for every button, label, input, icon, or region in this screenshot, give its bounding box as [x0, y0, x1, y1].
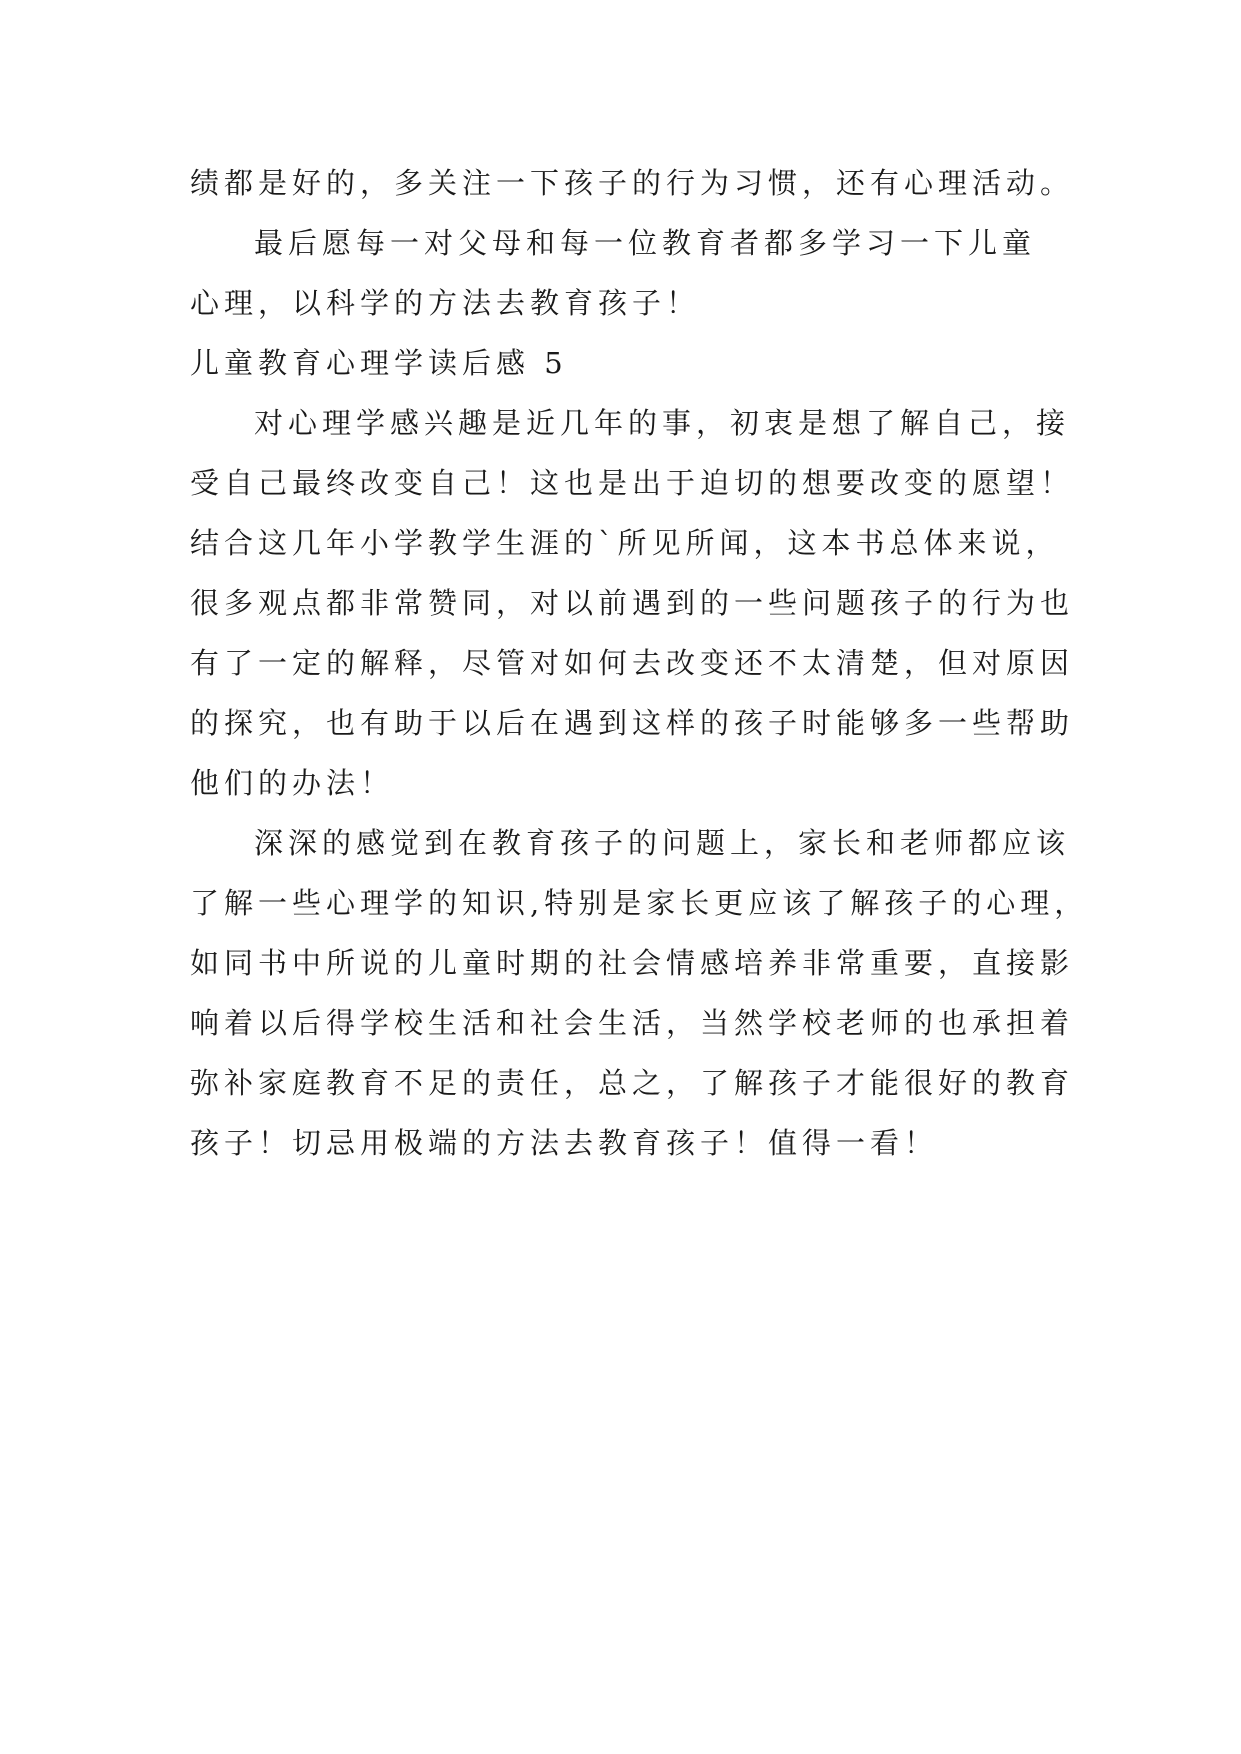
paragraph-line: 弥补家庭教育不足的责任，总之，了解孩子才能很好的教育	[190, 1066, 1075, 1100]
paragraph-line: 深深的感觉到在教育孩子的问题上，家长和老师都应该	[254, 826, 1071, 860]
paragraph-line: 孩子！切忌用极端的方法去教育孩子！值得一看！	[190, 1126, 939, 1160]
paragraph-line: 对心理学感兴趣是近几年的事，初衷是想了解自己，接	[254, 406, 1071, 440]
paragraph-line: 他们的办法！	[190, 766, 395, 800]
paragraph-line: 响着以后得学校生活和社会生活，当然学校老师的也承担着	[190, 1006, 1075, 1040]
paragraph-line: 最后愿每一对父母和每一位教育者都多学习一下儿童	[254, 226, 1037, 260]
paragraph-line: 结合这几年小学教学生涯的`所见所闻，这本书总体来说，	[190, 526, 1060, 560]
section-title: 儿童教育心理学读后感 5	[190, 346, 568, 380]
paragraph-line: 的探究，也有助于以后在遇到这样的孩子时能够多一些帮助	[190, 706, 1075, 740]
paragraph-line: 了解一些心理学的知识,特别是家长更应该了解孩子的心理，	[190, 886, 1089, 920]
paragraph-line: 心理，以科学的方法去教育孩子！	[190, 286, 701, 320]
paragraph-line: 有了一定的解释，尽管对如何去改变还不太清楚，但对原因	[190, 646, 1075, 680]
paragraph-line: 受自己最终改变自己！这也是出于迫切的想要改变的愿望！	[190, 466, 1075, 500]
paragraph-line: 很多观点都非常赞同，对以前遇到的一些问题孩子的行为也	[190, 586, 1075, 620]
paragraph-line: 如同书中所说的儿童时期的社会情感培养非常重要，直接影	[190, 946, 1075, 980]
paragraph-line: 绩都是好的，多关注一下孩子的行为习惯，还有心理活动。	[190, 166, 1075, 200]
